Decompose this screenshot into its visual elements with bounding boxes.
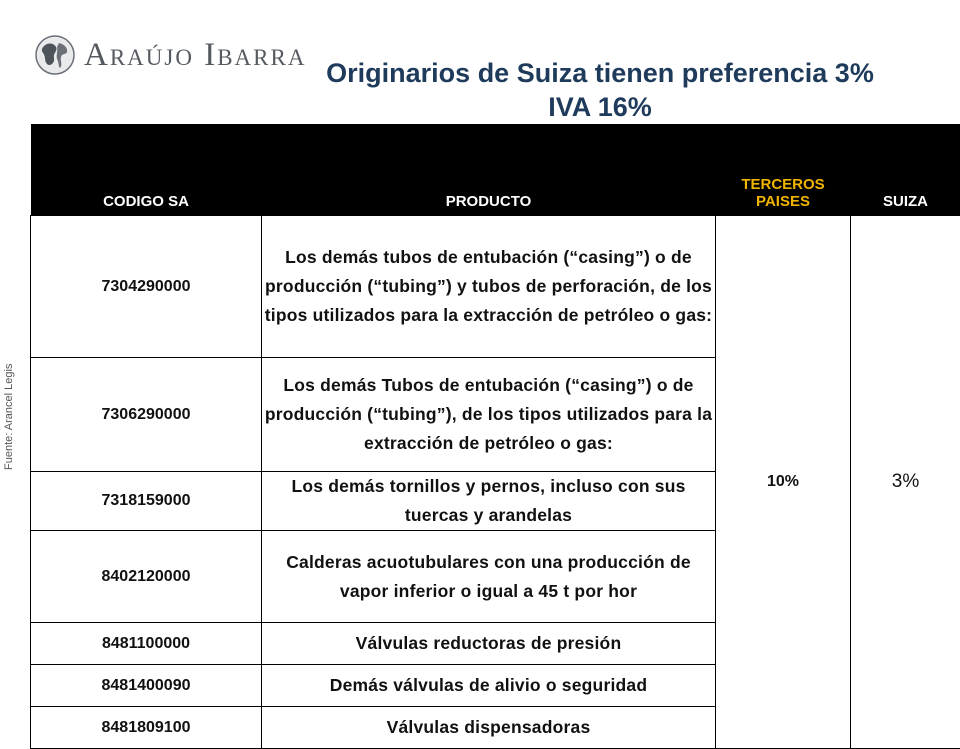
- terceros-rate: 10%: [767, 473, 799, 490]
- header-row: [31, 124, 960, 216]
- tariff-table: [30, 124, 960, 749]
- header-producto: PRODUCTO: [262, 124, 716, 216]
- code-cell: 8481100000: [31, 623, 262, 665]
- code-cell: 7304290000: [31, 216, 262, 358]
- code-cell: 8481400090: [31, 665, 262, 707]
- title-line-2: IVA 16%: [250, 90, 950, 124]
- product-cell: Los demás tubos de entubación (“casing”) o de producción (“tubing”) y tubos de perforación, de los tipos utilizados para la extracción de petróleo o gas:: [262, 216, 716, 358]
- code-cell: 8402120000: [31, 531, 262, 623]
- header-suiza: SUIZA: [851, 124, 960, 216]
- header-codigo: CODIGO SA: [31, 124, 262, 216]
- table-row: [31, 216, 960, 358]
- product-cell: Los demás tornillos y pernos, incluso con sus tuercas y arandelas: [262, 472, 716, 531]
- source-note: Fuente: Arancel Legis: [3, 364, 15, 470]
- logo-wordmark: Araújo Ibarra: [84, 37, 306, 74]
- slide-title: [250, 56, 950, 124]
- product-cell: Demás válvulas de alivio o seguridad: [262, 665, 716, 707]
- header-terceros: TERCEROS PAISES: [716, 124, 851, 216]
- product-cell: Válvulas dispensadoras: [262, 707, 716, 749]
- terceros-rate-cell: [716, 216, 851, 749]
- suiza-rate-cell: [851, 216, 960, 749]
- code-cell: 8481809100: [31, 707, 262, 749]
- product-cell: Los demás Tubos de entubación (“casing”) o de producción (“tubing”), de los tipos utilizados para la extracción de petróleo o gas:: [262, 358, 716, 472]
- globe-icon: [34, 34, 76, 76]
- suiza-rate: 3%: [892, 471, 919, 492]
- product-cell: Válvulas reductoras de presión: [262, 623, 716, 665]
- code-cell: 7318159000: [31, 472, 262, 531]
- title-line-1: Originarios de Suiza tienen preferencia 3%: [250, 56, 950, 90]
- code-cell: 7306290000: [31, 358, 262, 472]
- product-cell: Calderas acuotubulares con una producción de vapor inferior o igual a 45 t por hor: [262, 531, 716, 623]
